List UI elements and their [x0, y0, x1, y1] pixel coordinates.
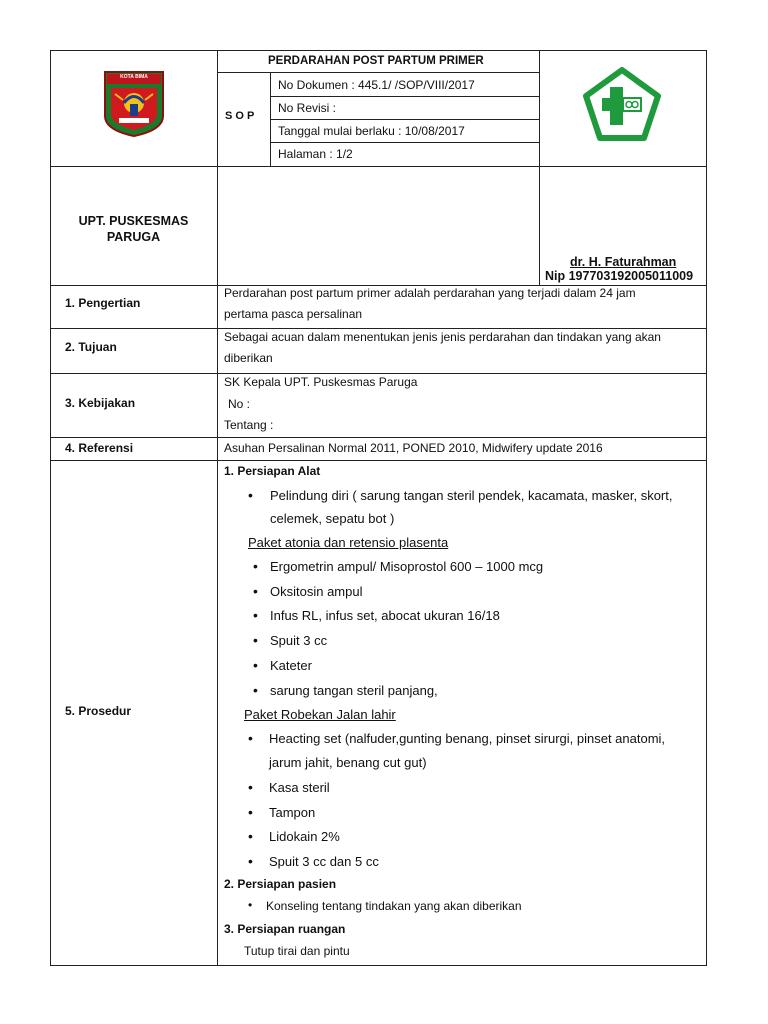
table-border-top [50, 50, 707, 51]
row-divider [50, 437, 707, 438]
row-divider [50, 328, 707, 329]
pasien-konseling: Konseling tentang tindakan yang akan diberikan [266, 899, 522, 913]
header-bottom [50, 166, 707, 167]
tujuan-text-2: diberikan [224, 351, 273, 365]
bullet-icon: • [253, 682, 258, 698]
row-divider [50, 460, 707, 461]
emblem-label: KOTA BIMA [120, 74, 148, 80]
label-referensi: 4. Referensi [65, 441, 134, 455]
list-item: Lidokain 2% [269, 829, 340, 844]
step-persiapan-pasien: 2. Persiapan pasien [224, 877, 337, 891]
table-border-left [50, 50, 51, 966]
table-border-right [706, 50, 707, 966]
list-item: Tampon [269, 805, 316, 820]
label-kebijakan: 3. Kebijakan [65, 396, 136, 410]
label-tujuan: 2. Tujuan [65, 340, 117, 354]
bullet-icon: • [248, 828, 253, 844]
bullet-icon: • [253, 632, 258, 648]
list-item: sarung tangan steril panjang, [270, 683, 438, 698]
kebijakan-no: No : [228, 397, 251, 411]
pengertian-text-2: pertama pasca persalinan [224, 307, 363, 321]
document-title: PERDARAHAN POST PARTUM PRIMER [268, 55, 484, 67]
col-divider [539, 50, 540, 286]
alat-pelindung: Pelindung diri ( sarung tangan steril pendek, kacamata, masker, skort, [270, 488, 673, 503]
bullet-icon: • [248, 853, 253, 869]
list-item: Spuit 3 cc dan 5 cc [269, 854, 379, 869]
bullet-icon: • [248, 898, 253, 912]
bullet-icon: • [253, 607, 258, 623]
label-pengertian: 1. Pengertian [65, 296, 141, 310]
paket-atonia-heading: Paket atonia dan retensio plasenta [248, 535, 449, 550]
paket-robekan-heading: Paket Robekan Jalan lahir [244, 707, 396, 722]
kebijakan-sk: SK Kepala UPT. Puskesmas Paruga [224, 375, 418, 389]
bullet-icon: • [253, 657, 258, 673]
pengertian-text: Perdarahan post partum primer adalah perdarahan yang terjadi dalam 24 jam [224, 286, 636, 300]
step-persiapan-alat: 1. Persiapan Alat [224, 464, 321, 478]
header-divider [270, 119, 539, 120]
puskesmas-logo [583, 67, 661, 141]
list-item: Kasa steril [269, 780, 330, 795]
list-item: Kateter [270, 658, 312, 673]
bullet-icon: • [248, 730, 253, 746]
bullet-icon: • [248, 487, 253, 503]
kota-bima-emblem [103, 70, 165, 138]
robekan-heacting-2: jarum jahit, benang cut gut) [269, 755, 427, 770]
bullet-icon: • [248, 779, 253, 795]
list-item: Ergometrin ampul/ Misoprostol 600 – 1000 mcg [270, 559, 544, 574]
sop-label: S O P [225, 110, 255, 122]
signer-nip: Nip 197703192005011009 [545, 269, 694, 283]
list-item: Infus RL, infus set, abocat ukuran 16/18 [270, 608, 500, 623]
referensi-text: Asuhan Persalinan Normal 2011, PONED 2010, Midwifery update 2016 [224, 441, 603, 455]
ruangan-text: Tutup tirai dan pintu [244, 944, 350, 958]
bullet-icon: • [253, 558, 258, 574]
table-border-bottom [50, 965, 707, 966]
step-persiapan-ruangan: 3. Persiapan ruangan [224, 922, 346, 936]
col-divider [217, 50, 218, 966]
institution-name: UPT. PUSKESMAS [78, 214, 189, 228]
halaman: Halaman : 1/2 [278, 147, 353, 161]
signer-name: dr. H. Faturahman [570, 255, 677, 269]
col-divider [270, 72, 271, 167]
header-divider [217, 72, 539, 73]
bullet-icon: • [248, 804, 253, 820]
header-divider [270, 96, 539, 97]
list-item: Oksitosin ampul [270, 584, 363, 599]
list-item: Spuit 3 cc [270, 633, 328, 648]
header-divider [270, 142, 539, 143]
bullet-icon: • [253, 583, 258, 599]
institution-name-2: PARUGA [106, 230, 161, 244]
kebijakan-tentang: Tentang : [224, 418, 274, 432]
robekan-heacting: Heacting set (nalfuder,gunting benang, pinset sirurgi, pinset anatomi, [269, 731, 666, 746]
tujuan-text: Sebagai acuan dalam menentukan jenis jenis perdarahan dan tindakan yang akan [224, 330, 661, 344]
label-prosedur: 5. Prosedur [65, 704, 132, 718]
no-revisi: No Revisi : [278, 101, 337, 115]
alat-pelindung-2: celemek, sepatu bot ) [270, 511, 395, 526]
row-divider [50, 373, 707, 374]
tanggal-berlaku: Tanggal mulai berlaku : 10/08/2017 [278, 124, 465, 138]
no-dokumen: No Dokumen : 445.1/ /SOP/VIII/2017 [278, 78, 475, 92]
